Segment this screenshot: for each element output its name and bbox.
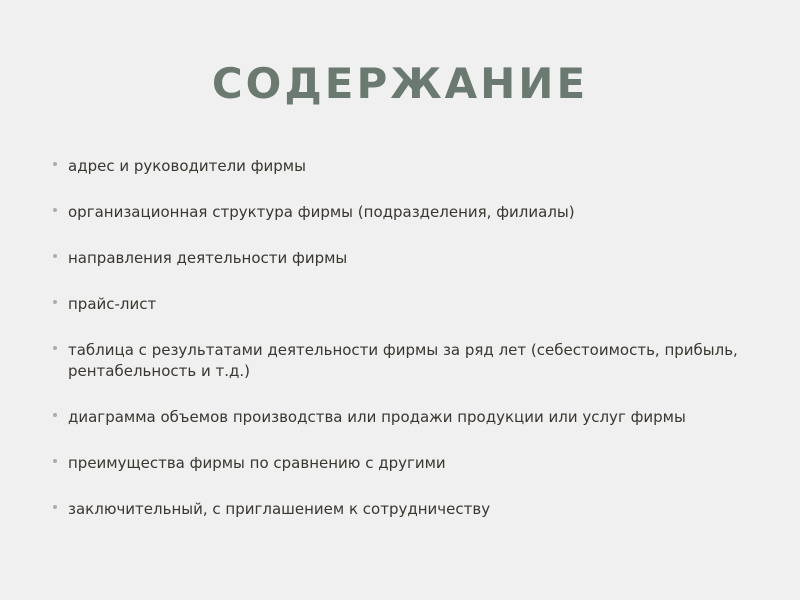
list-item <box>52 202 772 223</box>
bullet-icon <box>53 346 57 350</box>
list-item-text: организационная структура фирмы (подразделения, филиалы) <box>68 203 575 221</box>
bullet-list <box>52 156 772 545</box>
list-item <box>52 453 772 474</box>
bullet-icon <box>53 459 57 463</box>
list-item <box>52 499 772 520</box>
list-item-text: адрес и руководители фирмы <box>68 157 306 175</box>
bullet-icon <box>53 413 57 417</box>
list-item <box>52 156 772 177</box>
bullet-icon <box>53 208 57 212</box>
list-item <box>52 248 772 269</box>
list-item <box>52 407 772 428</box>
list-item-text: направления деятельности фирмы <box>68 249 348 267</box>
bullet-icon <box>53 300 57 304</box>
bullet-icon <box>53 505 57 509</box>
list-item <box>52 340 772 382</box>
list-item-text: заключительный, с приглашением к сотрудничеству <box>68 500 491 518</box>
list-item-text: преимущества фирмы по сравнению с другими <box>68 454 446 472</box>
list-item-text: диаграмма объемов производства или продажи продукции или услуг фирмы <box>68 408 686 426</box>
list-item-text: прайс-лист <box>68 295 157 313</box>
list-item-text: таблица с результатами деятельности фирмы за ряд лет (себестоимость, прибыль, рентабельность и т.д.) <box>68 341 738 380</box>
slide-title: СОДЕРЖАНИЕ <box>211 59 589 108</box>
bullet-icon <box>53 254 57 258</box>
bullet-icon <box>53 162 57 166</box>
list-item <box>52 294 772 315</box>
